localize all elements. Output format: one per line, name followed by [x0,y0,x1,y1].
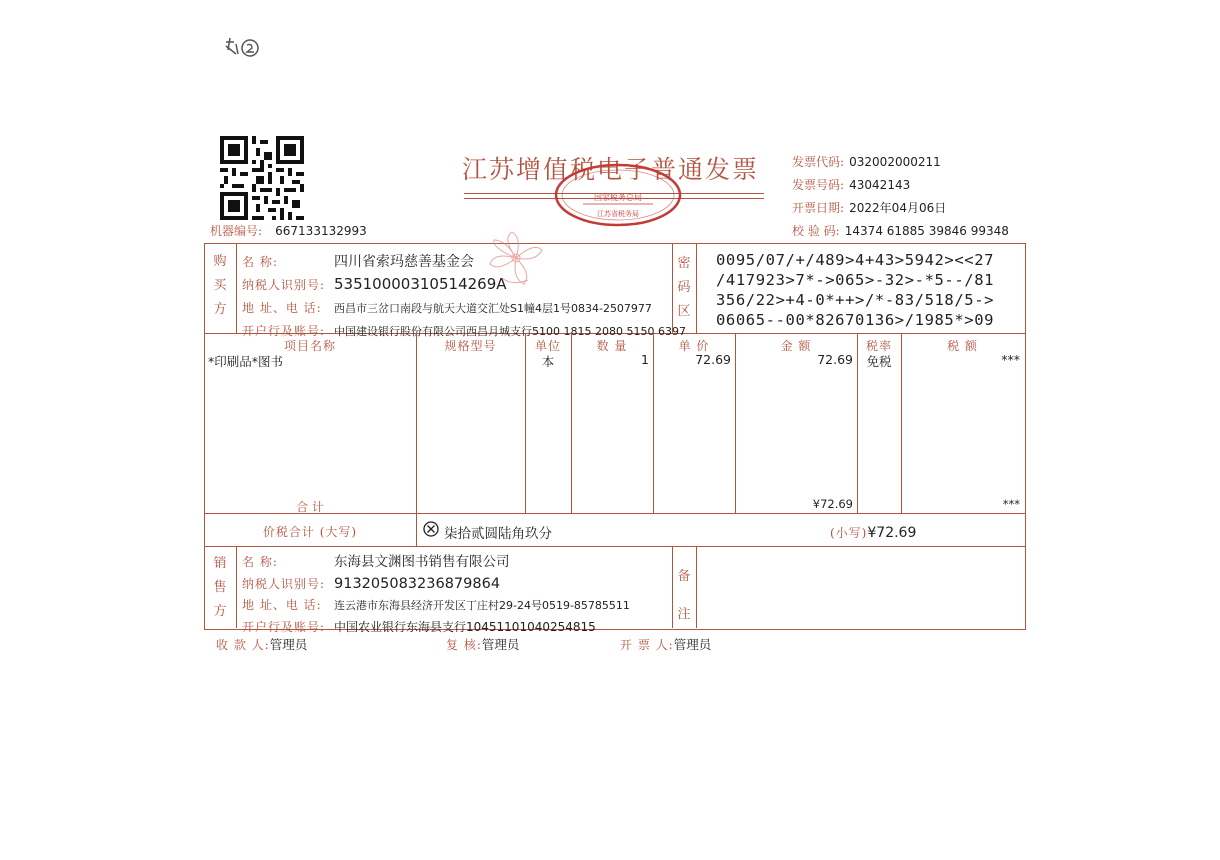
buyer-tax-value: 53510000310514269A [334,275,507,293]
col-header-unit-price: 单 价 [678,339,710,353]
seller-bank-label: 开户行及账号: [242,619,326,634]
tax-seal-icon [553,162,683,228]
handwritten-annotation [222,36,262,66]
buyer-side-label: 购 买 方 [213,254,227,317]
subtotal-amount: ¥72.69 [812,497,853,511]
seller-name-label: 名 称: [242,555,278,569]
footer-payee [216,634,307,653]
seller-name-value: 东海县文渊图书销售有限公司 [334,554,510,570]
invoice-number-row [792,173,1009,196]
seller-address-value: 连云港市东海县经济开发区丁庄村29-24号0519-85785511 [334,599,630,612]
total-small-row [830,522,916,541]
issuer-label: 开 票 人: [620,638,674,652]
seller-address-row [242,594,630,616]
seller-name-row [242,551,630,573]
item-tax-amount: *** [1001,352,1020,367]
buyer-name-label: 名 称: [242,255,278,269]
seal-bottom-text: 江苏省税务局 [597,210,639,218]
check-code-label: 校 验 码: [792,224,840,238]
table-row [206,352,1026,372]
col-header-tax-amount: 税 额 [947,339,978,353]
buyer-bank-label: 开户行及账号: [242,324,326,338]
item-unit-price: 72.69 [695,352,731,367]
invoice-code-row [792,150,1009,173]
machine-number-value: 667133132993 [275,224,367,238]
cipher-line: 356/22>+4-0*++>/*-83/518/5-> [716,291,995,309]
check-code-row [792,219,1009,242]
buyer-bank-value: 中国建设银行股份有限公司西昌月城支行5100 1815 2080 5150 6397 [334,325,686,338]
col-header-quantity: 数 量 [596,339,628,353]
col-header-amount: 金 额 [780,339,812,353]
cipher-line: /417923>7*->065>-32>-*5--/81 [716,271,995,289]
subtotal-label: 合 计 [296,500,324,514]
col-header-spec: 规格型号 [444,339,497,353]
total-amount-uppercase: 柒拾贰圆陆角玖分 [444,526,552,542]
invoice-title: 江苏增值税电子普通发票 [462,155,760,184]
payee-value: 管理员 [269,637,308,652]
issuer-value: 管理员 [673,637,712,652]
seller-tax-label: 纳税人识别号: [242,576,326,591]
item-name: *印刷品*图书 [208,354,284,369]
footer-reviewer [446,634,519,653]
seller-tax-value: 913205083236879864 [334,575,501,592]
item-tax-rate: 免税 [866,354,892,369]
seller-tax-row [242,573,630,595]
item-unit: 本 [541,354,555,369]
buyer-address-label: 地 址、电 话: [242,301,322,315]
total-label: 价税合计 (大写) [262,525,358,539]
reviewer-label: 复 核: [446,638,482,652]
machine-number [210,220,367,239]
payee-label: 收 款 人: [216,638,270,652]
invoice-date-label: 开票日期: [792,201,845,215]
buyer-address-row [242,296,686,319]
cipher-zone-label: 密 码 区 [677,256,691,319]
invoice-code-value: 032002000211 [849,155,941,169]
total-amount-small: ¥72.69 [867,525,917,541]
invoice-date-value: 2022年04月06日 [849,201,947,215]
qr-code-icon [220,136,304,220]
buyer-name-row [242,250,686,273]
seal-top-text: 国家税务总局 [594,193,642,202]
invoice-date-row [792,196,1009,219]
cipher-line: 0095/07/+/489>4+43>5942><<27 [716,251,995,269]
flower-watermark-icon [482,228,550,290]
subtotal-tax: *** [1002,497,1020,511]
item-quantity: 1 [641,352,649,367]
seller-side-label: 销 售 方 [213,556,227,619]
circled-x-icon [423,521,439,537]
seller-address-label: 地 址、电 话: [242,598,322,612]
col-header-tax-rate: 税率 [865,339,892,353]
buyer-info [242,250,686,342]
machine-number-label: 机器编号: [210,224,263,238]
invoice-number-label: 发票号码: [792,178,845,192]
check-code-value: 14374 61885 39846 99348 [844,224,1009,238]
buyer-name-value: 四川省索玛慈善基金会 [334,254,474,270]
buyer-tax-row [242,273,686,296]
invoice-number-value: 43042143 [849,178,911,192]
item-amount: 72.69 [817,352,853,367]
buyer-address-value: 西昌市三岔口南段与航天大道交汇处S1幢4层1号0834-2507977 [334,302,652,315]
seller-info [242,551,630,637]
footer-issuer [620,634,711,653]
col-header-unit: 单位 [534,339,561,353]
seller-bank-value: 中国农业银行东海县支行10451101040254815 [334,619,596,634]
cipher-zone [716,250,994,330]
reviewer-value: 管理员 [481,637,520,652]
buyer-tax-label: 纳税人识别号: [242,278,326,292]
invoice-header-info [792,150,1009,242]
invoice-code-label: 发票代码: [792,155,845,169]
col-header-item-name: 项目名称 [283,339,336,353]
cipher-line: 06065--00*82670136>/1985*>09 [716,311,995,329]
total-small-label: (小写) [830,526,868,540]
remark-label: 备 注 [677,569,691,622]
